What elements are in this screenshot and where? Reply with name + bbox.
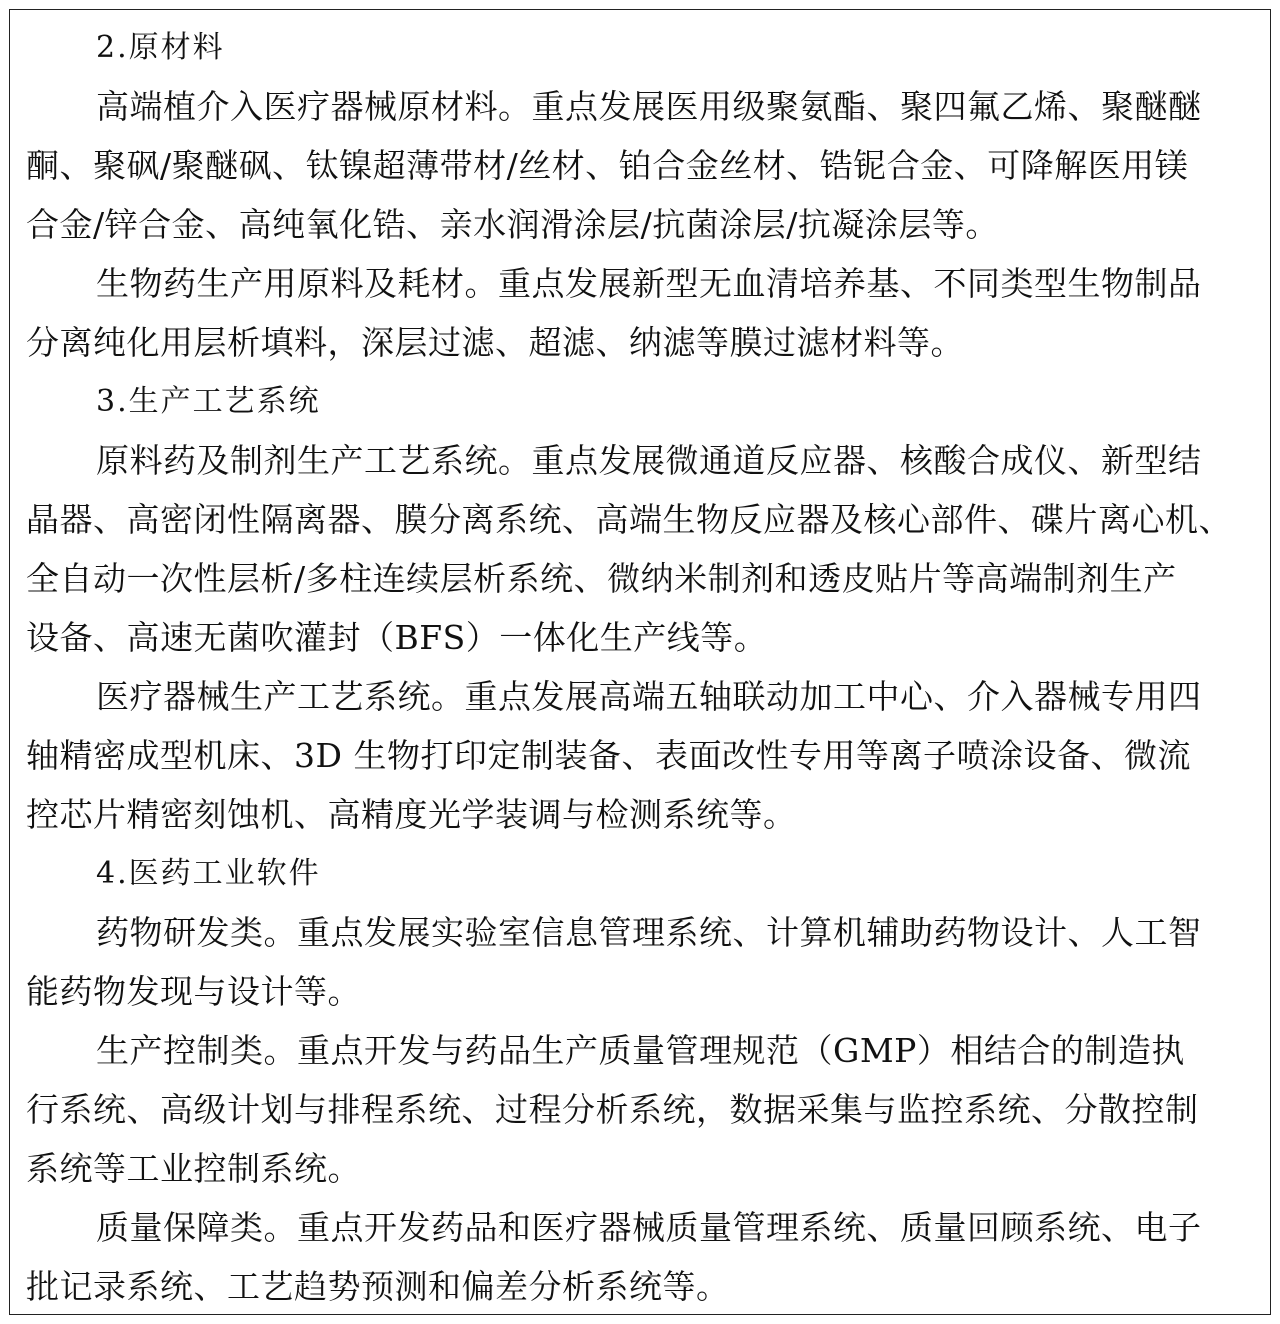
text-line: 能药物发现与设计等。 <box>26 972 361 1011</box>
text-line: 全自动一次性层析/多柱连续层析系统、微纳米制剂和透皮贴片等高端制剂生产 <box>26 559 1177 598</box>
text-line: 生物药生产用原料及耗材。重点发展新型无血清培养基、不同类型生物制品 <box>96 264 1202 303</box>
text-line: 轴精密成型机床、3D 生物打印定制装备、表面改性专用等离子喷涂设备、微流 <box>26 736 1191 775</box>
text-line: 设备、高速无菌吹灌封（BFS）一体化生产线等。 <box>26 618 768 657</box>
text-line: 高端植介入医疗器械原材料。重点发展医用级聚氨酯、聚四氟乙烯、聚醚醚 <box>96 87 1202 126</box>
text-line: 合金/锌合金、高纯氧化锆、亲水润滑涂层/抗菌涂层/抗凝涂层等。 <box>26 205 999 244</box>
text-line: 批记录系统、工艺趋势预测和偏差分析系统等。 <box>26 1267 730 1306</box>
text-line: 行系统、高级计划与排程系统、过程分析系统，数据采集与监控系统、分散控制 <box>26 1090 1199 1129</box>
text-line: 酮、聚砜/聚醚砜、钛镍超薄带材/丝材、铂合金丝材、锆铌合金、可降解医用镁 <box>26 146 1189 185</box>
document-body <box>26 18 1260 1316</box>
text-line: 系统等工业控制系统。 <box>26 1149 361 1188</box>
section-heading-production-process: 3.生产工艺系统 <box>96 384 321 419</box>
text-line: 生产控制类。重点开发与药品生产质量管理规范（GMP）相结合的制造执 <box>96 1031 1185 1070</box>
text-line: 控芯片精密刻蚀机、高精度光学装调与检测系统等。 <box>26 795 797 834</box>
text-line: 医疗器械生产工艺系统。重点发展高端五轴联动加工中心、介入器械专用四 <box>96 677 1202 716</box>
section-heading-raw-materials: 2.原材料 <box>96 30 225 65</box>
text-line: 原料药及制剂生产工艺系统。重点发展微通道反应器、核酸合成仪、新型结 <box>96 441 1202 480</box>
text-line: 晶器、高密闭性隔离器、膜分离系统、高端生物反应器及核心部件、碟片离心机、 <box>26 500 1232 539</box>
section-heading-industrial-software: 4.医药工业软件 <box>96 856 321 891</box>
text-line: 分离纯化用层析填料，深层过滤、超滤、纳滤等膜过滤材料等。 <box>26 323 964 362</box>
text-line: 质量保障类。重点开发药品和医疗器械质量管理系统、质量回顾系统、电子 <box>96 1208 1202 1247</box>
text-line: 药物研发类。重点发展实验室信息管理系统、计算机辅助药物设计、人工智 <box>96 913 1202 952</box>
